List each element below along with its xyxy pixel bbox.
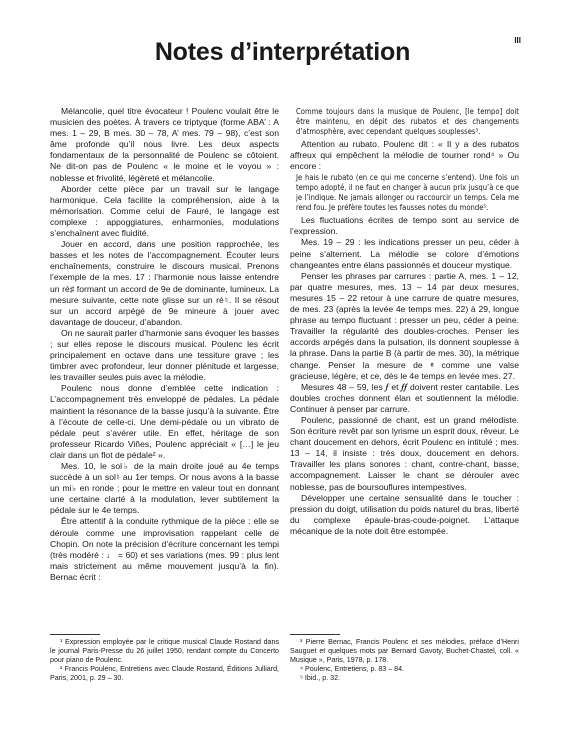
paragraph: Être attentif à la conduite rythmique de la pièce : elle se déroule comme une improvisation rappelant celle de Chopin. On note la précision d’écriture concernant les tempi (très modéré : ♩ = 60) et ses variations (mes. 99 : plus lent mais strictement au même mouvement jusqu’à la fin). Bernac écrit : xyxy=(50,516,279,582)
footnotes-right xyxy=(290,634,519,683)
right-column xyxy=(290,106,519,537)
footnote: ¹ Expression employée par le critique musical Claude Rostand dans le journal Paris-Presse du 26 juillet 1950, rendant compte du Concerto pour piano de Poulenc. xyxy=(50,638,279,664)
paragraph: Développer une certaine sensualité dans le toucher : pression du doigt, utilisation du poids naturel du bras, liberté du complexe épaule-bras-coude-poignet. L’attaque mécanique de la note doit être estompée. xyxy=(290,492,519,536)
left-column xyxy=(50,106,279,583)
footnote-rule xyxy=(50,634,100,635)
paragraph: Mesures 48 – 59, les 𝆑 et 𝆑𝆑 doivent rester cantabile. Les doubles croches donnent élan et soutiennent la mélodie. Continuer à penser par carrure. xyxy=(290,381,519,414)
footnote: ⁵ Ibid., p. 32. xyxy=(300,674,341,682)
footnote-rule xyxy=(290,634,340,635)
paragraph: Mes. 10, le sol♭ de la main droite joué au 4e temps succède à un sol♮ au 1er temps. Or nous avons à la basse un mi♭ en ronde ; pour le mettre en valeur tout en donnant une certaine clarté à la modulation, lever subtilement la pédale sur le 4e temps. xyxy=(50,461,279,516)
footnote: ⁴ Poulenc, Entretiens, p. 83 – 84. xyxy=(300,665,405,673)
paragraph: Poulenc nous donne d’emblée cette indication : L’accompagnement très enveloppé de pédales. La pédale maintient la résonance de la basse jusqu’à la suivante. Être à l’écoute de celle-ci. Une demi-pédale ou un vibrato de pédale peut s’avérer utile. En effet, héritage de son professeur Ricardo Viñes, Poulenc appréciait « […] le jeu clair dans un flot de pédale² ». xyxy=(50,383,279,460)
page-number: III xyxy=(514,36,521,45)
page-title: Notes d’interprétation xyxy=(154,38,411,66)
block-quote: Je hais le rubato (en ce qui me concerne s’entend). Une fois un tempo adopté, il ne faut en changer à aucun prix jusqu’à ce que je l’indique. Ne jamais allonger ou raccourcir un temps. Cela me rend fou. Je préfère toutes les fausses notes du monde⁵. xyxy=(296,173,519,213)
paragraph: Les fluctuations écrites de tempo sont au service de l’expression. xyxy=(290,215,519,237)
paragraph: Attention au rubato. Poulenc dit : « Il y a des rubatos affreux qui empêchent la mélodie de tourner rond⁴ » Ou encore : xyxy=(290,139,519,172)
paragraph: Penser les phrases par carrures : partie A, mes. 1 – 12, par quatre mesures, mes. 13 – 14 par deux mesures, mesures 15 – 22 retour à une carrure de quatre mesures, de mes. 23 (après la levée 4e temps mes. 22) à 29, longue phrase au tempo fluctuant : presser un peu, céder à peine. Travailler la régularité des doubles-croches. Penser les accords arpégés dans la pulsation, ils donnent souplesse à la phrase. Dans la partie B (à partir de mes. 30), la métrique change. Penser la mesure de 𝄵 comme une valse gracieuse, légère, et ce, dès le 4e temps en levée mes. 27. xyxy=(290,270,519,381)
paragraph: Poulenc, passionné de chant, est un grand mélodiste. Son écriture revêt par son lyrisme un esprit doux, rêveur. Le chant doucement en dehors, écrit Poulenc en intitulé ; mes. 13 – 14, il insiste : très doux, doucement en dehors. Travailler les plans sonores : chant, contre-chant, basse, accompagnement. Laisser le chant se dérouler avec noblesse, pas de boursouflures intempestives. xyxy=(290,414,519,492)
footnote: ³ Pierre Bernac, Francis Poulenc et ses mélodies, préface d’Henri Sauguet et quelques mots par Bernard Gavoty, Buchet-Chastel, coll. « Musique », Paris, 1978, p. 178. xyxy=(290,638,519,664)
paragraph: On ne saurait parler d’harmonie sans évoquer les basses ; sur elles repose le discours musical. Poulenc les écrit principalement en octave dans une tessiture grave ; les timbrer avec profondeur, leur donner plénitude et largesse, les travailler seules puis avec la mélodie. xyxy=(50,327,279,383)
paragraph: Mes. 19 – 29 : les indications presser un peu, céder à peine s’alternent. La mélodie se colore d’émotions changeantes entre élans passionnés et douceur mystique. xyxy=(290,237,519,270)
footnote: ² Francis Poulenc, Entretiens avec Claude Rostand, Éditions Julliard, Paris, 2001, p. 29 – 30. xyxy=(50,665,279,682)
paragraph: Aborder cette pièce par un travail sur le langage harmonique. Cela facilite la compréhension, aide à la mémorisation. Comme celui de Fauré, le langage est complexe : appoggiatures, enharmonies, modulations s’enchaînent avec fluidité. xyxy=(50,183,279,239)
block-quote: Comme toujours dans la musique de Poulenc, [le tempo] doit être maintenu, en dépit des rubatos et des changements d’atmosphère, avec cependant quelques souplesses³. xyxy=(296,107,519,136)
footnotes-left xyxy=(50,634,279,683)
paragraph: Jouer en accord, dans une position rapprochée, les basses et les notes de l’accompagnement. Écouter leurs enchaînements, construire le discours musical. Prenons l’exemple de la mes. 17 : l’harmonie nous laisse entendre un ré♯ formant un accord de 9e de dominante, lumineux. La mesure suivante, cette note glisse sur un ré♮. Il se résout sur un accord arpégé de 9e mineure à jouer avec davantage de douceur, d’abandon. xyxy=(50,239,279,327)
paragraph: Mélancolie, quel titre évocateur ! Poulenc voulait être le musicien des poètes. À travers ce triptyque (forme ABA’ : A mes. 1 – 29, B mes. 30 – 78, A’ mes. 79 – 98), c’est son âme profonde qu’il nous livre. Les deux aspects fondamentaux de la personnalité de Poulenc se côtoient. Ne dit-on pas de Poulenc « le moine et le voyou » : noblesse et frivolité, légèreté et mélancolie. xyxy=(50,106,279,183)
